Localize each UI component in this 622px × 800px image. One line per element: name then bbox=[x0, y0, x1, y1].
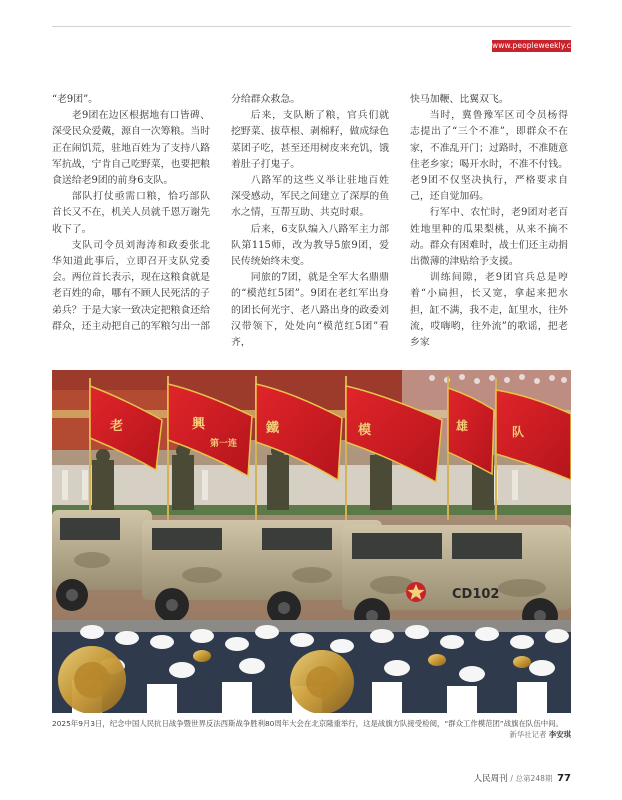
page-footer bbox=[474, 772, 571, 784]
flag-text-7: 队 bbox=[512, 425, 525, 439]
flag-text-2: 興 bbox=[192, 417, 206, 432]
flag-text-1: 老 bbox=[110, 419, 124, 434]
article-paragraph: 同旅的7团，就是全军大名鼎鼎的“模范红5团”。9团在老红军出身的团长何光宇、老八路出身的政委刘汉带领下，处处向“模范红5团”看齐， bbox=[231, 272, 390, 349]
article-paragraph: 八路军的这些义举让驻地百姓深受感动，军民之间建立了深厚的鱼水之情，互帮互助、共克时艰。 bbox=[231, 175, 390, 219]
photo-caption bbox=[52, 718, 571, 740]
article-paragraph: 后来，6支队编入八路军主力部队第115师，改为教导5旅9团，爱民传统始终未变。 bbox=[231, 223, 389, 268]
article-paragraph: 部队打仗亟需口粮，恰巧部队首长又不在，机关人员就千恩万谢先收下了。 bbox=[52, 191, 211, 235]
article-column-3 bbox=[410, 92, 568, 351]
vehicle-plate: CD102 bbox=[452, 587, 500, 602]
issue-number: 总第248期 bbox=[515, 774, 553, 783]
article-paragraph: 训练间隙，老9团官兵总是哼着“小扁担，长又宽，拿起来把水担，缸不满，我不走，缸里水，往外流，哎嗨哟，往外流”的歌谣，把老乡家 bbox=[410, 272, 569, 349]
credit-name: 李安琪 bbox=[548, 730, 571, 739]
article-paragraph: 支队司令员刘海涛和政委张北华知道此事后，立即召开支队党委会。两位首长表示，现在这粮食就是老百姓的命，哪有不顾人民死活的子弟兵？于是大家一致决定把粮食还给群众，还主动把自己的军粮匀出一部 bbox=[52, 239, 211, 332]
flag-text-4: 鐵 bbox=[266, 421, 280, 436]
flag-text-3: 第一连 bbox=[210, 439, 238, 449]
article-paragraph: “老9团”。 bbox=[52, 94, 99, 105]
flag-text-5: 模 bbox=[358, 423, 372, 438]
article-paragraph: 后来，支队断了粮，官兵们就挖野菜、拔草根、剥棉籽，做成绿色菜团子吃，甚至还用树皮来充饥，饿着肚子打鬼子。 bbox=[231, 110, 390, 170]
page-number: 77 bbox=[557, 773, 571, 784]
article-paragraph: 当时，冀鲁豫军区司令员杨得志提出了“三个不准”，即群众不在家，不准乱开门；过路时，不准随意住老乡家；喝开水时，不准不付钱。老9团不仅坚决执行，严格要求自己，还自觉加码。 bbox=[410, 110, 569, 203]
article-paragraph: 行军中、农忙时，老9团对老百姓地里种的瓜果梨桃，从来不摘不动。群众有困难时，战士们还主动捐出微薄的津贴给予支援。 bbox=[410, 207, 569, 268]
caption-text: 2025年9月3日，纪念中国人民抗日战争暨世界反法西斯战争胜利80周年大会在北京隆重举行，这是战旗方队接受检阅，“群众工作模范团”战旗在队伍中间。 bbox=[52, 719, 563, 728]
article-paragraph: 分给群众救急。 bbox=[231, 94, 301, 105]
article-column-1 bbox=[52, 92, 210, 335]
footer-separator: / bbox=[510, 774, 513, 783]
credit-label: 新华社记者 bbox=[509, 730, 547, 739]
article-paragraph: 老9团在边区根据地有口皆碑、深受民众爱戴，源自一次筹粮。当时正在闹饥荒，驻地百姓为了支持八路军抗战，宁肯自己吃野菜，也要把粮食送给老9团的前身6支队。 bbox=[52, 110, 211, 187]
article-paragraph: 快马加鞭、比翼双飞。 bbox=[410, 94, 509, 105]
website-badge[interactable]: www.peopleweekly.cn bbox=[492, 41, 576, 50]
magazine-name: 人民周刊 bbox=[473, 774, 508, 784]
parade-photo bbox=[52, 370, 571, 713]
photo-credit bbox=[509, 729, 571, 740]
article-column-2 bbox=[231, 92, 389, 351]
top-rule bbox=[52, 26, 571, 27]
flag-text-6: 雄 bbox=[456, 419, 469, 433]
